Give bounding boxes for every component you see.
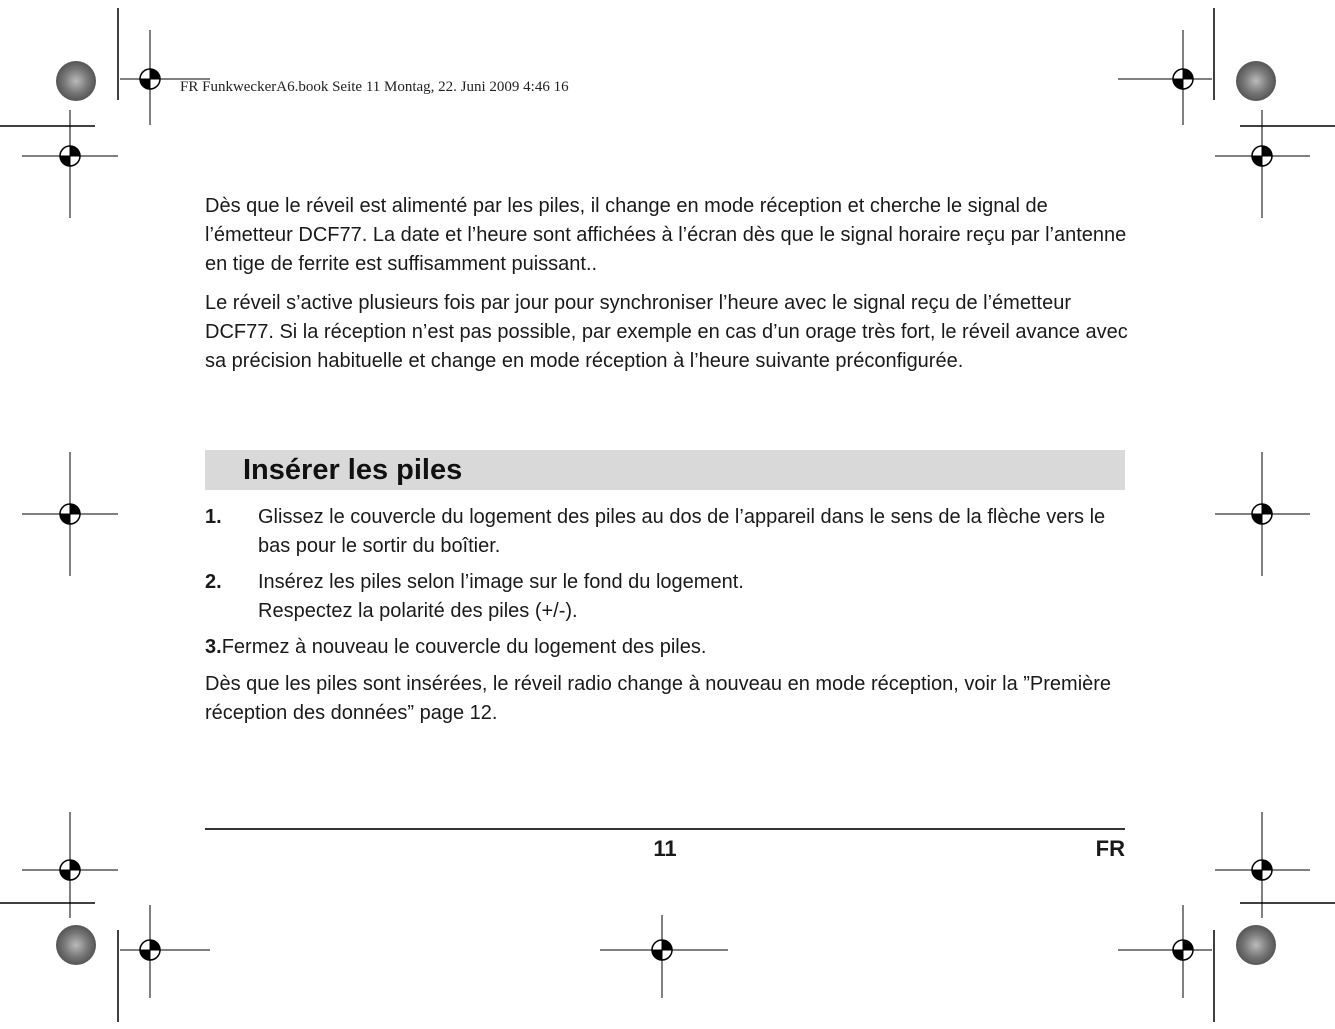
body-text [205, 192, 1130, 386]
registration-mark [1252, 860, 1272, 880]
registration-mark [1252, 504, 1272, 524]
step-line: Insérez les piles selon l’image sur le fond du logement. [258, 571, 744, 593]
paragraph: Dès que les piles sont insérées, le réveil radio change à nouveau en mode réception, voir la ”Première réception des données” page 12. [205, 673, 1112, 724]
section-title: Insérer les piles [243, 454, 463, 486]
step-number: 2. [205, 571, 222, 593]
step-text [258, 503, 1130, 561]
step-number: 3. [205, 636, 222, 658]
step-text [258, 568, 1130, 626]
list-item [205, 568, 1130, 626]
registration-mark [60, 860, 80, 880]
registration-mark [1173, 69, 1193, 89]
color-dial-mark [56, 61, 96, 101]
registration-mark [1173, 940, 1193, 960]
list-item [205, 503, 1130, 561]
step-number: 1. [205, 506, 222, 528]
registration-mark [652, 940, 672, 960]
registration-mark [140, 940, 160, 960]
registration-mark [60, 504, 80, 524]
color-dial-mark [1236, 61, 1276, 101]
step-text: Fermez à nouveau le couvercle du logement des piles. [221, 636, 707, 658]
registration-mark [140, 69, 160, 89]
list-item [205, 633, 1130, 662]
imprint-note: FR FunkweckerA6.book Seite 11 Montag, 22. Juni 2009 4:46 16 [180, 79, 569, 95]
section-heading-bar [205, 450, 1125, 490]
color-dial-mark [1236, 925, 1276, 965]
paragraph: Le réveil s’active plusieurs fois par jour pour synchroniser l’heure avec le signal reçu de l’émetteur DCF77. Si la réception n’est pas possible, par exemple en cas d’un orage très fort, le réveil avance avec sa précision habituelle et change en mode réception à l’heure suivante préconfigurée. [205, 292, 1128, 372]
color-dial-mark [56, 925, 96, 965]
registration-mark [1252, 146, 1272, 166]
registration-mark [60, 146, 80, 166]
step-line: Glissez le couvercle du logement des piles au dos de l’appareil dans le sens de la flèche vers le bas pour le sortir du boîtier. [258, 506, 1106, 557]
step-line: Respectez la polarité des piles (+/-). [258, 600, 578, 622]
paragraph: Dès que le réveil est alimenté par les piles, il change en mode réception et cherche le signal de l’émetteur DCF77. La date et l’heure sont affichées à l’écran dès que le signal horaire reçu par l’antenne en tige de ferrite est suffisamment puissant.. [205, 195, 1127, 275]
language-code: FR [1095, 836, 1125, 861]
footer-divider [205, 828, 1125, 830]
page-number: 11 [653, 836, 677, 861]
step-list [205, 503, 1130, 728]
